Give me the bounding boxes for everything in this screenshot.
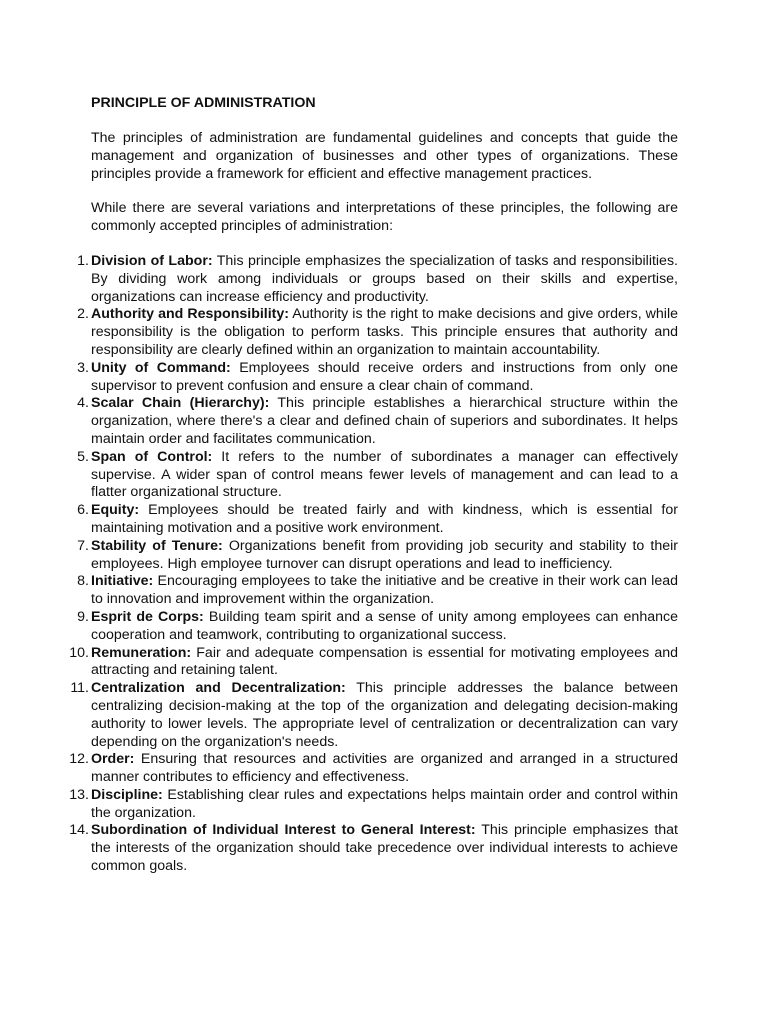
principle-description: Establishing clear rules and expectations helps maintain order and control within the organization.: [91, 786, 678, 821]
principle-item: [77, 359, 678, 396]
principle-term: Initiative:: [91, 573, 154, 590]
principle-item: [77, 573, 678, 609]
principle-term: Remuneration:: [91, 644, 192, 661]
principle-description: This principle establishes a hierarchical structure within the organization, where there's a clear and defined chain of superiors and subordinates. It helps maintain order and facilitates communication.: [91, 395, 678, 447]
principle-number: 1.: [77, 252, 89, 269]
principle-number: 8.: [77, 573, 89, 590]
principle-number: 11.: [70, 680, 89, 697]
principle-description: Organizations benefit from providing job security and stability to their employees. High employee turnover can disrupt operations and lead to inefficiency.: [91, 537, 678, 572]
principle-item: [77, 252, 678, 306]
principle-item: [77, 537, 678, 574]
principle-description: Fair and adequate compensation is essential for motivating employees and attracting and retaining talent.: [91, 644, 678, 679]
principle-term: Unity of Command:: [91, 359, 231, 376]
principle-term: Scalar Chain (Hierarchy):: [91, 395, 270, 412]
intro-paragraph: The principles of administration are fundamental guidelines and concepts that guide the management and organization of businesses and other types of organizations. These principles provide a framework for efficient and effective management practices.: [91, 130, 678, 182]
principle-item: [77, 608, 678, 645]
principle-number: 12.: [69, 751, 89, 768]
principle-number: 4.: [77, 395, 89, 412]
principle-number: 3.: [77, 359, 89, 376]
principle-term: Centralization and Decentralization:: [91, 680, 346, 697]
principle-description: This principle addresses the balance between centralizing decision-making at the top of the organization and delegating decision-making authority to lower levels. The appropriate level of centralization or decentralization can vary depending on the organization's needs.: [91, 680, 678, 750]
principle-description: Building team spirit and a sense of unity among employees can enhance cooperation and teamwork, contributing to organizational success.: [91, 608, 678, 643]
principle-term: Order:: [91, 751, 135, 768]
principle-item: [69, 822, 678, 875]
principle-number: 9.: [77, 608, 89, 625]
principle-item: [77, 448, 678, 502]
principle-item: [77, 395, 678, 448]
principle-description: This principle emphasizes the specialization of tasks and responsibilities. By dividing work among individuals or groups based on their skills and expertise, organizations can increase efficiency and productivity.: [91, 252, 678, 305]
principle-number: 6.: [77, 502, 89, 519]
document-title: PRINCIPLE OF ADMINISTRATION: [91, 95, 316, 111]
principles-list: [69, 252, 678, 876]
principle-description: Employees should receive orders and instructions from only one supervisor to prevent confusion and ensure a clear chain of command.: [91, 359, 678, 394]
principle-term: Equity:: [91, 502, 140, 519]
principle-item: [69, 786, 678, 823]
principle-item: [77, 502, 678, 538]
principle-number: 13.: [69, 786, 89, 803]
principle-number: 5.: [77, 448, 89, 465]
principle-term: Stability of Tenure:: [91, 537, 223, 554]
principle-term: Span of Control:: [91, 448, 213, 465]
principle-number: 10.: [69, 644, 89, 661]
principle-term: Esprit de Corps:: [91, 608, 204, 625]
principle-description: Ensuring that resources and activities are organized and arranged in a structured manner contributes to efficiency and effectiveness.: [91, 751, 678, 786]
principle-description: Employees should be treated fairly and with kindness, which is essential for maintaining motivation and a positive work environment.: [91, 502, 678, 536]
principle-number: 2.: [77, 306, 89, 323]
principle-item: [77, 306, 678, 359]
principle-term: Division of Labor:: [91, 252, 213, 269]
principle-number: 14.: [69, 822, 89, 839]
principle-term: Authority and Responsibility:: [91, 306, 290, 323]
principle-term: Discipline:: [91, 786, 163, 803]
principle-item: [69, 644, 678, 681]
principle-item: [69, 751, 678, 787]
principle-number: 7.: [77, 537, 89, 554]
principle-item: [70, 680, 678, 751]
principle-description: It refers to the number of subordinates a manager can effectively supervise. A wider span of control means fewer levels of management and can lead to a flatter organizational structure.: [91, 448, 678, 501]
principle-term: Subordination of Individual Interest to General Interest:: [91, 822, 476, 839]
principle-description: Authority is the right to make decisions and give orders, while responsibility is the obligation to perform tasks. This principle ensures that authority and responsibility are clearly defined within an organization to maintain accountability.: [91, 306, 678, 358]
lead-in-paragraph: While there are several variations and interpretations of these principles, the following are commonly accepted principles of administration:: [91, 200, 678, 235]
principle-description: This principle emphasizes that the interests of the organization should take precedence over individual interests to achieve common goals.: [91, 822, 678, 875]
principle-description: Encouraging employees to take the initiative and be creative in their work can lead to innovation and improvement within the organization.: [91, 573, 678, 608]
